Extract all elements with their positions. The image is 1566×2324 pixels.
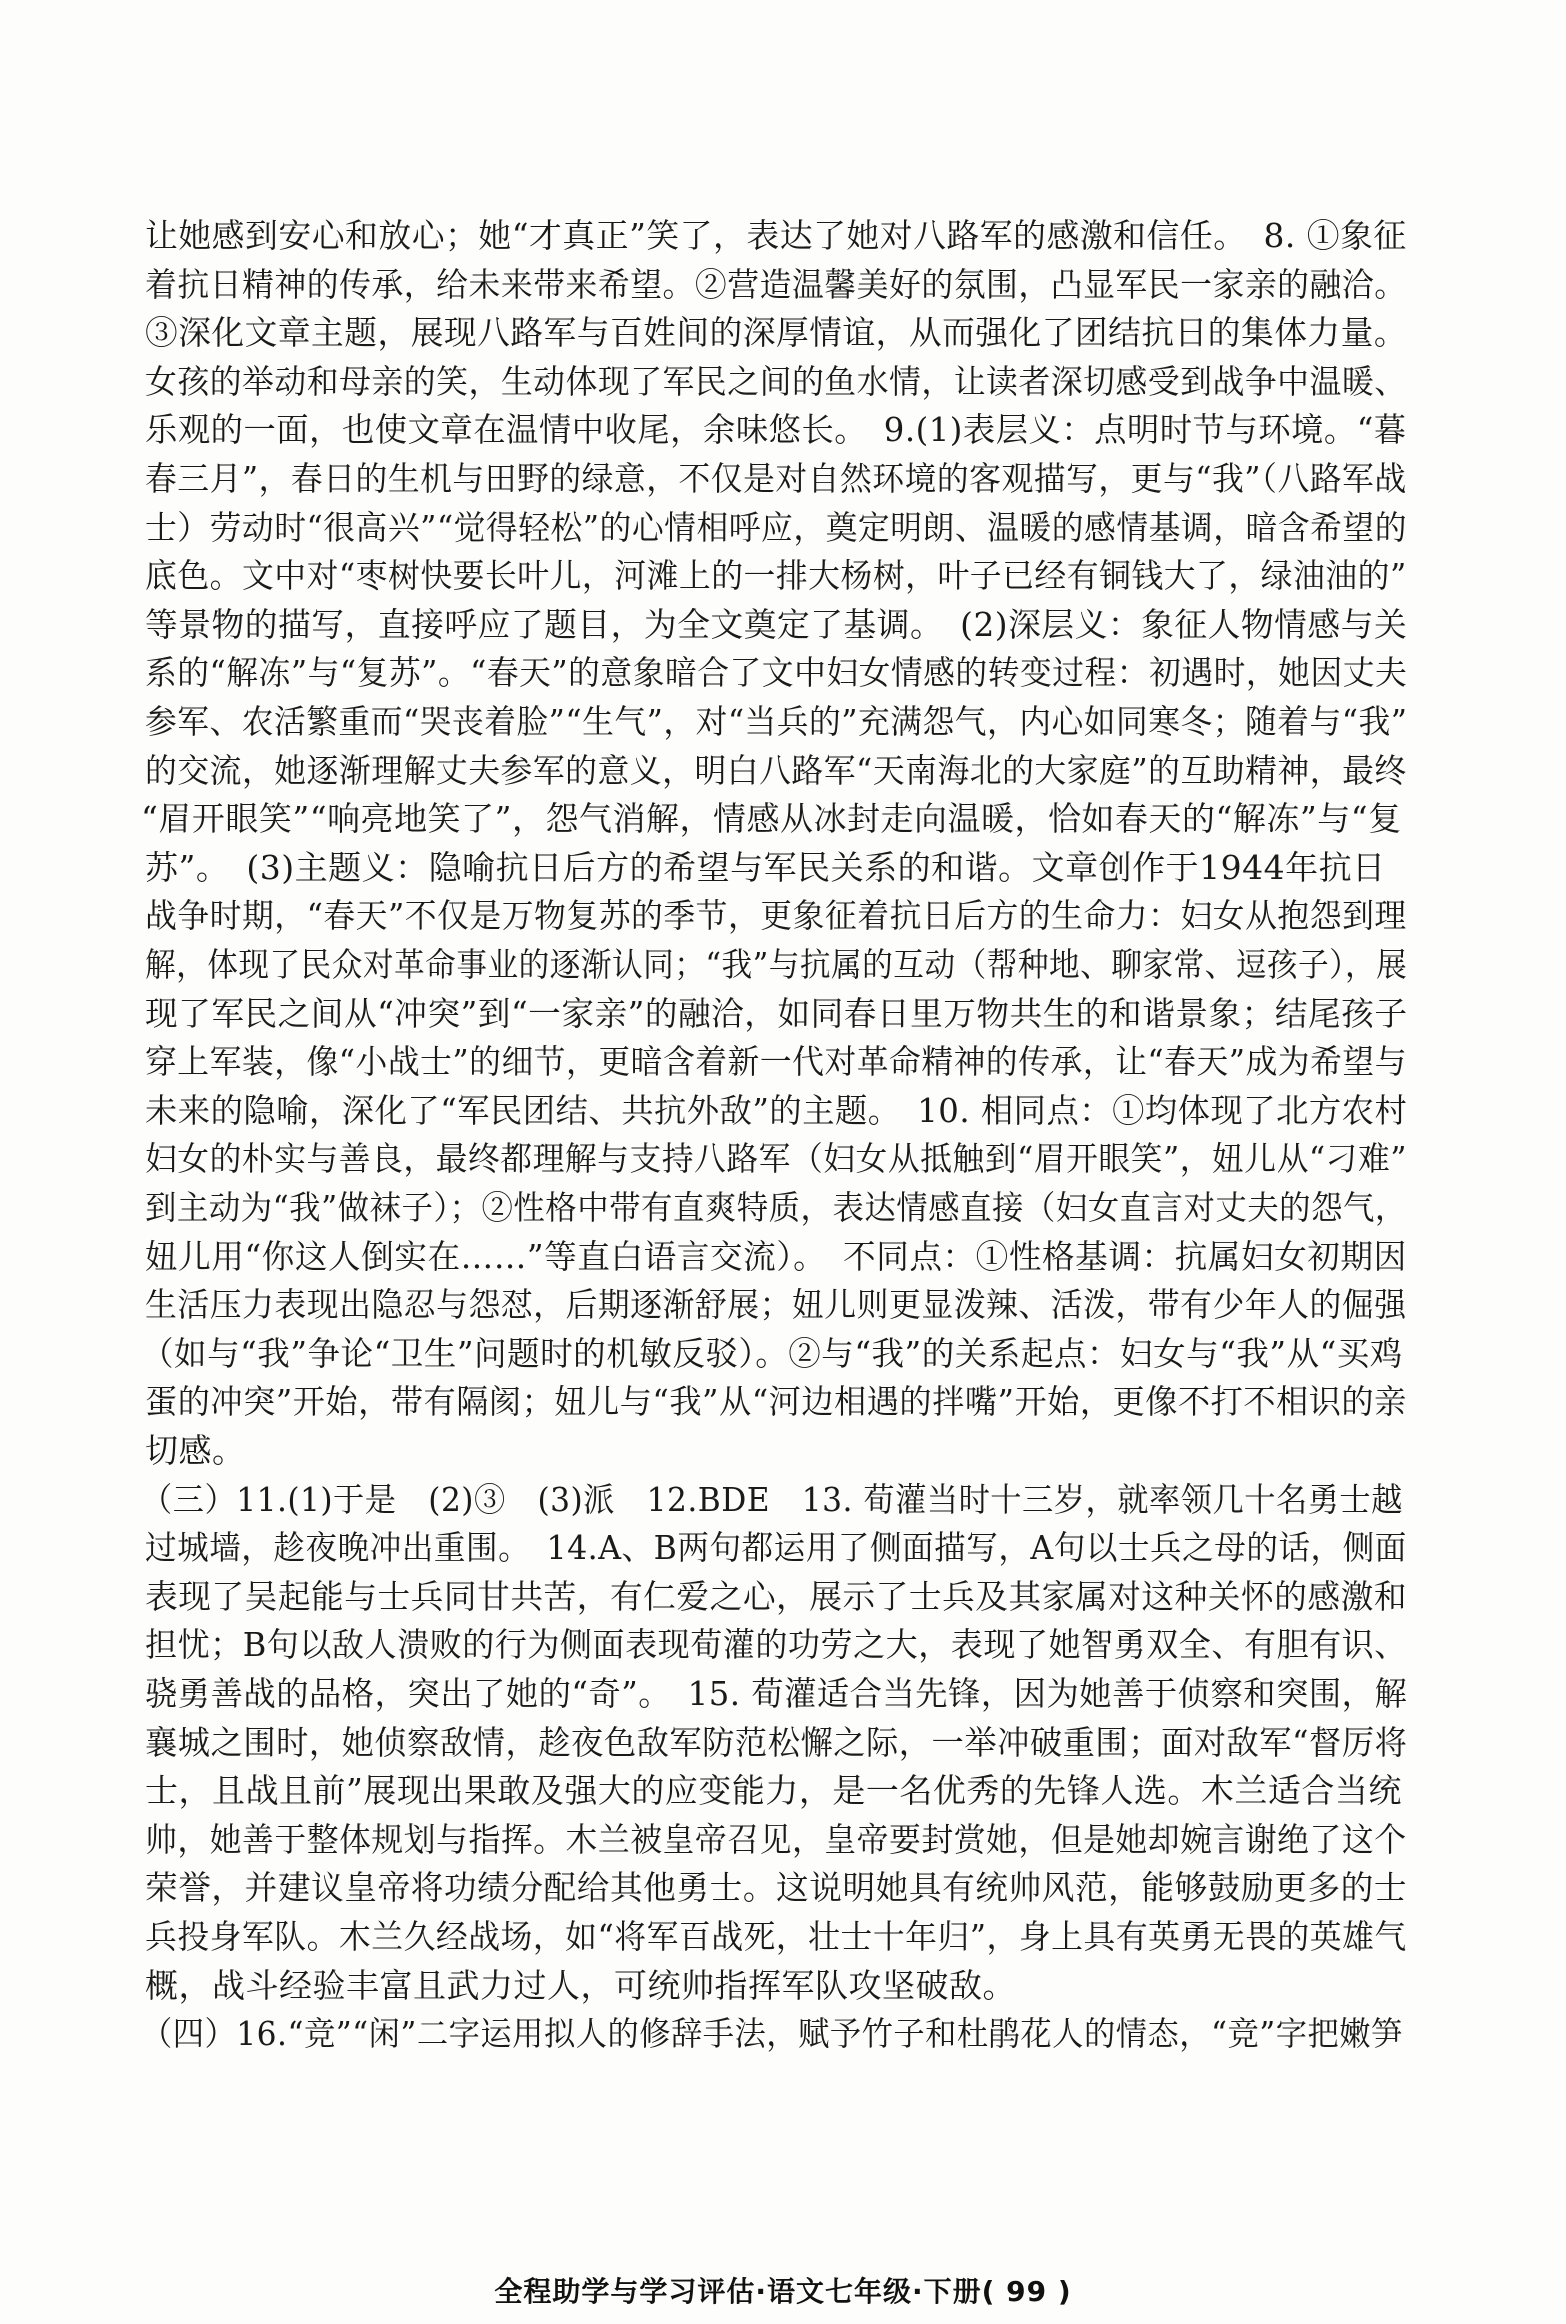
text-line: 苏”。 (3)主题义：隐喻抗日后方的希望与军民关系的和谐。文章创作于1944年抗日 <box>145 848 1386 887</box>
text-line: 让她感到安心和放心；她“才真正”笑了，表达了她对八路军的感激和信任。 8. ①象征 <box>145 216 1407 255</box>
text-line: 等景物的描写，直接呼应了题目，为全文奠定了基调。 (2)深层义：象征人物情感与关 <box>145 605 1408 644</box>
text-line: 荣誉，并建议皇帝将功绩分配给其他勇士。这说明她具有统帅风范，能够鼓励更多的士 <box>145 1868 1408 1907</box>
text-line: 表现了吴起能与士兵同甘共苦，有仁爱之心，展示了士兵及其家属对这种关怀的感激和 <box>145 1577 1408 1616</box>
text-line: 过城墙，趁夜晚冲出重围。 14.A、B两句都运用了侧面描写，A句以士兵之母的话，侧面 <box>145 1528 1407 1567</box>
text-line: 女孩的举动和母亲的笑，生动体现了军民之间的鱼水情，让读者深切感受到战争中温暖、 <box>145 362 1407 401</box>
text-line: 春三月”，春日的生机与田野的绿意，不仅是对自然环境的客观描写，更与“我”（八路军战 <box>145 459 1407 498</box>
text-line: 未来的隐喻，深化了“军民团结、共抗外敌”的主题。 10. 相同点：①均体现了北方农村 <box>145 1091 1408 1130</box>
text-line: 切感。 <box>145 1431 246 1470</box>
text-line: 士）劳动时“很高兴”“觉得轻松”的心情相呼应，奠定明朗、温暖的感情基调，暗含希望的 <box>145 508 1407 547</box>
text-line: 概，战斗经验丰富且武力过人，可统帅指挥军队攻坚破敌。 <box>145 1966 1016 2005</box>
page-footer: 全程助学与学习评估·语文七年级·下册( 99 ) <box>494 2275 1072 2308</box>
text-line: 襄城之围时，她侦察敌情，趁夜色敌军防范松懈之际，一举冲破重围；面对敌军“督厉将 <box>145 1723 1408 1762</box>
text-line: （四）16.“竞”“闲”二字运用拟人的修辞手法，赋予竹子和杜鹃花人的情态，“竞”字把嫩笋 <box>141 2014 1403 2053</box>
text-line: 帅，她善于整体规划与指挥。木兰被皇帝召见，皇帝要封赏她，但是她却婉言谢绝了这个 <box>145 1820 1407 1859</box>
text-line: 蛋的冲突”开始，带有隔阂；妞儿与“我”从“河边相遇的拌嘴”开始，更像不打不相识的亲 <box>145 1382 1407 1421</box>
text-line: 的交流，她逐渐理解丈夫参军的意义，明白八路军“天南海北的大家庭”的互助精神，最终 <box>145 751 1407 790</box>
text-line: 现了军民之间从“冲突”到“一家亲”的融洽，如同春日里万物共生的和谐景象；结尾孩子 <box>145 994 1408 1033</box>
text-line: （三）11.(1)于是 (2)③ (3)派 12.BDE 13. 荀灌当时十三岁，就率领几十名勇士越 <box>141 1480 1403 1519</box>
text-line: 战争时期，“春天”不仅是万物复苏的季节，更象征着抗日后方的生命力：妇女从抱怨到理 <box>145 896 1407 935</box>
text-line: 兵投身军队。木兰久经战场，如“将军百战死，壮士十年归”，身上具有英勇无畏的英雄气 <box>145 1917 1407 1956</box>
text-line: 解，体现了民众对革命事业的逐渐认同；“我”与抗属的互动（帮种地、聊家常、逗孩子），展 <box>145 945 1408 984</box>
text-line: 士，且战且前”展现出果敢及强大的应变能力，是一名优秀的先锋人选。木兰适合当统 <box>145 1771 1402 1810</box>
text-line: 到主动为“我”做袜子）；②性格中带有直爽特质，表达情感直接（妇女直言对丈夫的怨气， <box>145 1188 1407 1227</box>
text-line: 系的“解冻”与“复苏”。“春天”的意象暗合了文中妇女情感的转变过程：初遇时，她因丈夫 <box>145 653 1408 692</box>
text-line: 参军、农活繁重而“哭丧着脸”“生气”，对“当兵的”充满怨气，内心如同寒冬；随着与“我” <box>145 702 1408 741</box>
text-line: 乐观的一面，也使文章在温情中收尾，余味悠长。 9.(1)表层义：点明时节与环境。“暮 <box>145 410 1407 449</box>
text-line: 着抗日精神的传承，给未来带来希望。②营造温馨美好的氛围，凸显军民一家亲的融洽。 <box>145 265 1407 304</box>
text-line: 骁勇善战的品格，突出了她的“奇”。 15. 荀灌适合当先锋，因为她善于侦察和突围，解 <box>145 1674 1408 1713</box>
text-line: 妇女的朴实与善良，最终都理解与支持八路军（妇女从抵触到“眉开眼笑”，妞儿从“刁难” <box>145 1139 1407 1178</box>
text-line: 担忧；B句以敌人溃败的行为侧面表现荀灌的功劳之大，表现了她智勇双全、有胆有识、 <box>145 1625 1407 1664</box>
text-line: 妞儿用“你这人倒实在……”等直白语言交流）。 不同点：①性格基调：抗属妇女初期因 <box>145 1237 1407 1276</box>
text-line: 穿上军装，像“小战士”的细节，更暗含着新一代对革命精神的传承，让“春天”成为希望与 <box>145 1042 1407 1081</box>
text-line: 生活压力表现出隐忍与怨怼，后期逐渐舒展；妞儿则更显泼辣、活泼，带有少年人的倔强 <box>145 1285 1407 1324</box>
text-line: “眉开眼笑”“响亮地笑了”，怨气消解，情感从冰封走向温暖，恰如春天的“解冻”与“复 <box>141 799 1402 838</box>
text-line: 底色。文中对“枣树快要长叶儿，河滩上的一排大杨树，叶子已经有铜钱大了，绿油油的” <box>145 556 1407 595</box>
text-line: ③深化文章主题，展现八路军与百姓间的深厚情谊，从而强化了团结抗日的集体力量。 <box>145 313 1408 352</box>
text-line: （如与“我”争论“卫生”问题时的机敏反驳）。②与“我”的关系起点：妇女与“我”从“买鸡 <box>141 1334 1403 1373</box>
